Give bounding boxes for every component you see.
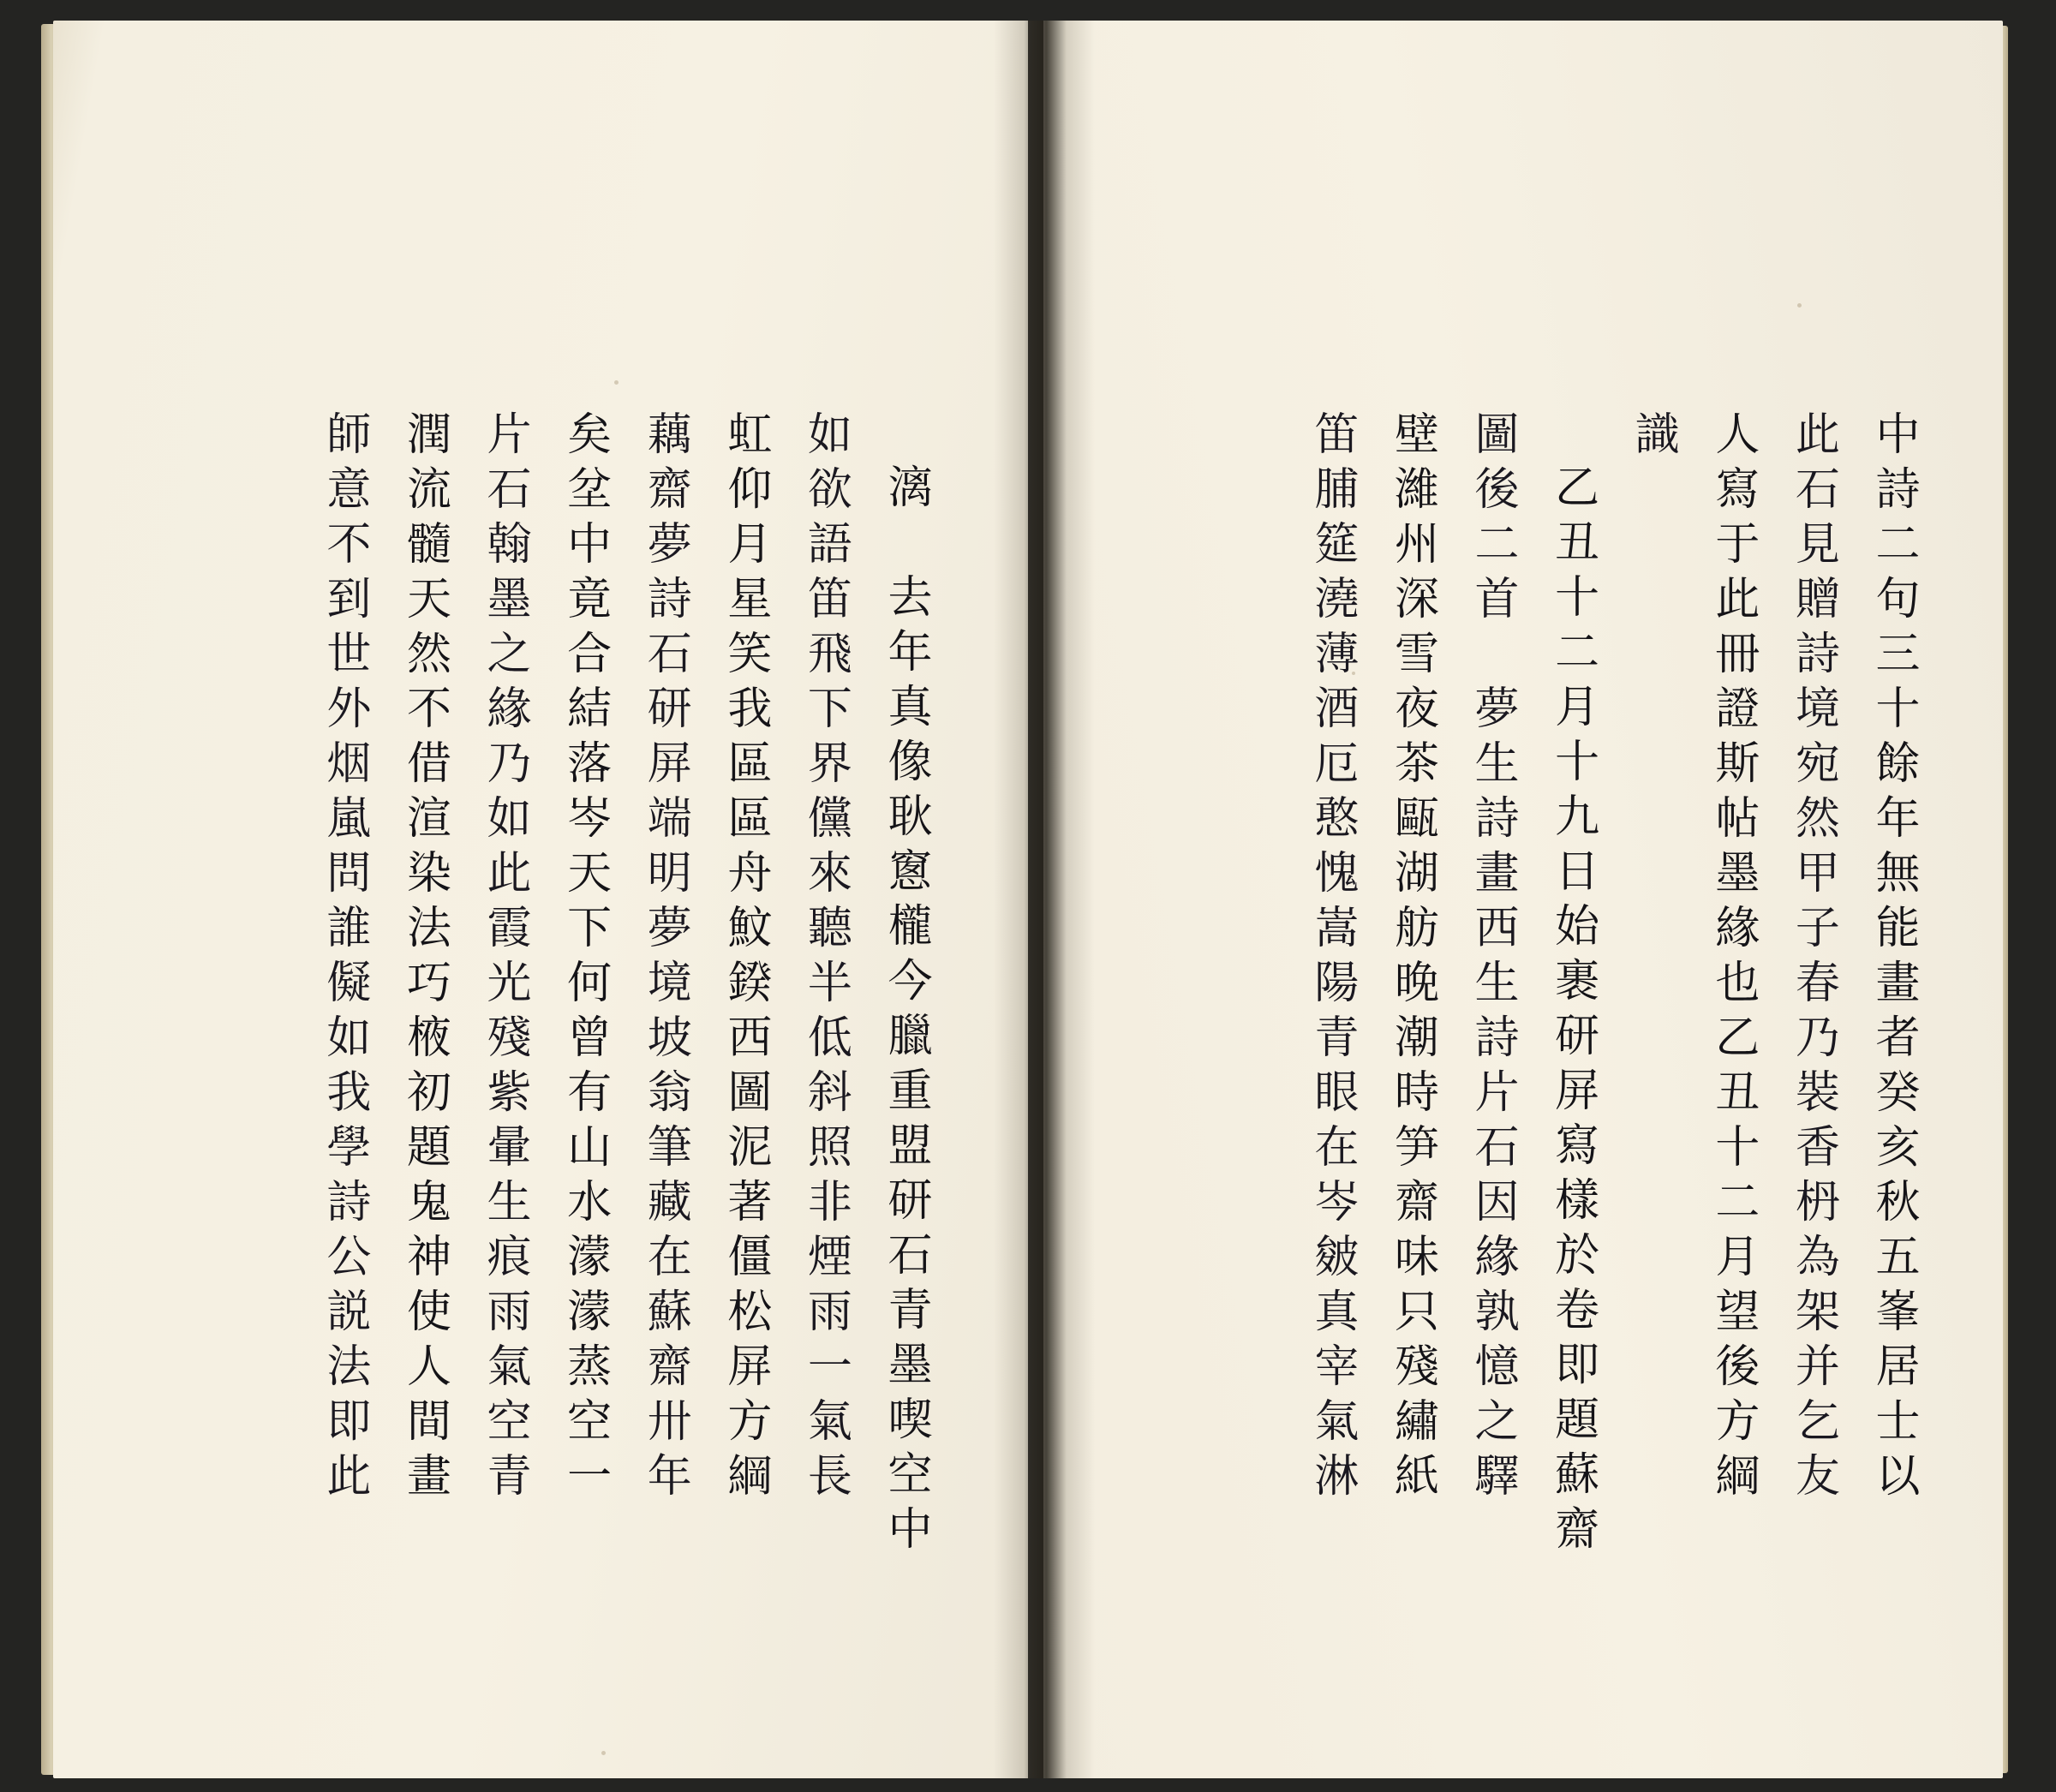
text-column: 圖後二首 夢生詩畫西生詩片石因緣孰憶之驛 bbox=[1467, 410, 1519, 1507]
left-page-text-block bbox=[53, 21, 1028, 1778]
text-column: 此石見贈詩境宛然甲子春乃裝香枬為架并乞友 bbox=[1787, 410, 1839, 1507]
text-column: 矣坌中竟合結落岑天下何曾有山水濛濛蒸空一 bbox=[559, 410, 611, 1507]
text-column: 壁濰州深雪夜茶甌湖舫晚潮時笋齋味只殘繡紙 bbox=[1386, 410, 1438, 1507]
text-column: 笛脯筵澆薄酒厄憨愧嵩陽青眼在岑皴真宰氣淋 bbox=[1306, 410, 1358, 1507]
right-page-text-block bbox=[1043, 21, 2003, 1778]
text-column: 片石翰墨之緣乃如此霞光殘紫暈生痕雨氣空青 bbox=[479, 410, 531, 1507]
text-column: 藕齋夢詩石研屏端明夢境坡翁筆藏在蘇齋卅年 bbox=[639, 410, 691, 1507]
text-column: 識 bbox=[1627, 410, 1679, 465]
text-column: 漓 去年真像耿窻櫳今臘重盟研石青墨喫空中 bbox=[880, 463, 931, 1560]
manuscript-page-left bbox=[53, 21, 1028, 1778]
text-column: 潤流髓天然不借渲染法巧棭初題鬼神使人間畫 bbox=[398, 410, 451, 1507]
text-column: 如欲語笛飛下界儻來聽半低斜照非煙雨一氣長 bbox=[799, 410, 852, 1507]
manuscript-page-right bbox=[1043, 21, 2003, 1778]
text-column: 師意不到世外烟嵐問誰儗如我學詩公説法即此 bbox=[318, 410, 370, 1507]
text-column: 中詩二句三十餘年無能畫者癸亥秋五峯居士以 bbox=[1868, 410, 1919, 1507]
text-column: 人寫于此冊證斯帖墨緣也乙丑十二月望後方綱 bbox=[1706, 410, 1759, 1507]
text-column: 虹仰月星笑我區區舟魰鍨西圖泥著僵松屏方綱 bbox=[719, 410, 771, 1507]
text-column: 乙丑十二月十九日始裹研屏寫樣於卷即題蘇齋 bbox=[1546, 463, 1599, 1560]
